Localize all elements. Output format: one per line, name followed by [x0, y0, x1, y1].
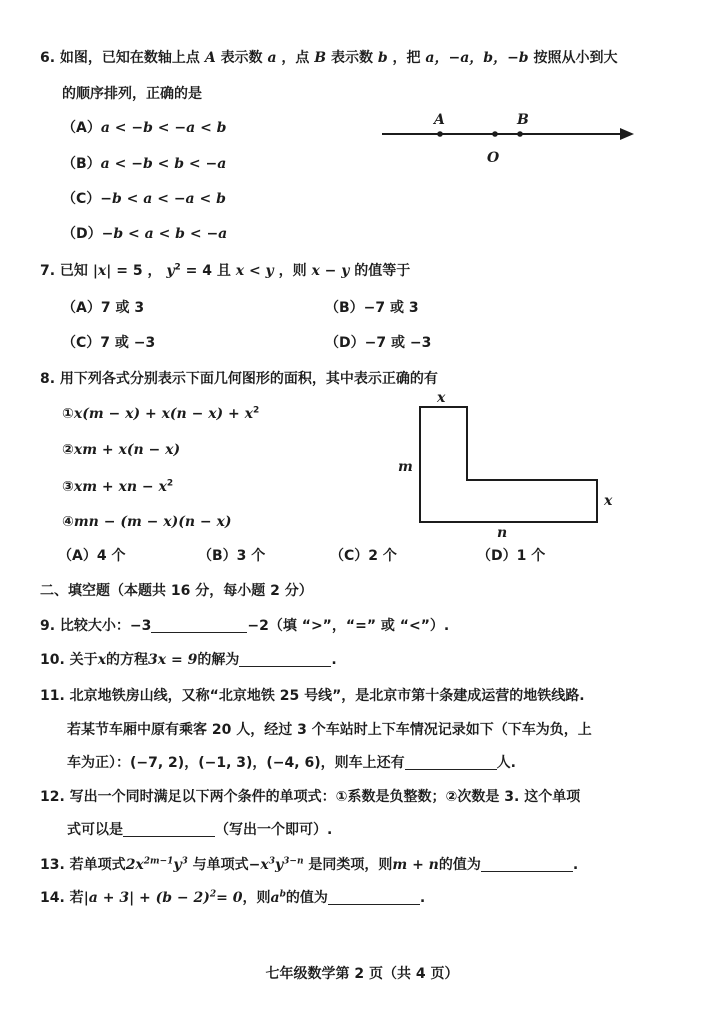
- option-label: （B）: [62, 156, 101, 172]
- q7-text: = 5 ，: [116, 263, 162, 279]
- q13-mono2-exp-y: 3−n: [283, 856, 304, 867]
- q7-text: 的值等于: [354, 263, 411, 279]
- figure-label-right: x: [604, 493, 613, 509]
- q12-line2: [67, 820, 332, 840]
- option-label: （A）: [58, 548, 97, 564]
- q14-equation-end: = 0: [216, 890, 243, 906]
- q13-mono2-exp-x: 3: [268, 856, 275, 867]
- option-text: 1 个: [516, 548, 546, 564]
- q14-stem: [40, 888, 425, 908]
- q6-text: 表示数: [220, 50, 263, 66]
- q10-text: 的解为: [197, 652, 240, 668]
- q8-option-a: [58, 546, 125, 566]
- q14-answer-blank[interactable]: [328, 890, 420, 905]
- q13-mono2-y: y: [275, 857, 284, 873]
- q10-stem: [40, 650, 337, 670]
- figure-label-left: m: [398, 459, 413, 475]
- q12-text: （写出一个即可）.: [215, 822, 333, 838]
- q6-var-a: a: [267, 50, 277, 66]
- point-a-label: A: [434, 112, 445, 128]
- q6-text: ，把: [392, 50, 421, 66]
- option-label: （D）: [62, 226, 102, 242]
- q8-option-b: [198, 546, 265, 566]
- expr-exponent: 2: [253, 405, 260, 416]
- q12-text: 式可以是: [67, 822, 123, 838]
- expr-text: xm + x(n − x): [73, 442, 181, 458]
- option-text: −7 或 3: [363, 300, 419, 316]
- q11-answer-blank[interactable]: [405, 755, 497, 770]
- option-label: （C）: [62, 191, 101, 207]
- option-text: −b < a < −a < b: [100, 191, 226, 207]
- q11-line2: 若某节车厢中原有乘客 20 人，经过 3 个车站时上下车情况记录如下（下车为负，上: [67, 722, 592, 738]
- q14-text: 14. 若: [40, 890, 84, 906]
- q14-base: a: [270, 890, 280, 906]
- q9-text: 9. 比较大小：−3: [40, 618, 152, 634]
- q6-text: 按照从小到大: [533, 50, 618, 66]
- option-text: 7 或 3: [100, 300, 145, 316]
- option-label: （A）: [62, 120, 101, 136]
- option-text: 2 个: [368, 548, 397, 564]
- option-label: （D）: [477, 548, 517, 564]
- q8-stem: 8. 用下列各式分别表示下面几何图形的面积，其中表示正确的有: [40, 371, 438, 387]
- q13-mono1-exp-y: 3: [181, 856, 188, 867]
- figure-label-top: x: [437, 390, 446, 406]
- option-text: a < −b < −a < b: [100, 120, 227, 136]
- figure-label-bottom: n: [497, 525, 508, 541]
- q12-answer-blank[interactable]: [123, 822, 215, 837]
- q6-point-a: A: [204, 50, 216, 66]
- q13-expression: m + n: [392, 857, 439, 873]
- q12-line1: 12. 写出一个同时满足以下两个条件的单项式：①系数是负整数；②次数是 3. 这个单项: [40, 789, 581, 805]
- option-text: 3 个: [236, 548, 266, 564]
- q9-stem: [40, 616, 449, 636]
- q14-exponent: 2: [209, 889, 217, 900]
- q9-text: −2（填 “>”，“=” 或 “<”）.: [247, 618, 450, 634]
- q11-text: 人.: [496, 755, 516, 771]
- q6-text: 表示数: [330, 50, 373, 66]
- q7-stem: 7. 已知 |x| = 5 ， $y^2 = 4$ 且 x < y ，则 x − y 的值等于: [40, 262, 411, 279]
- q13-mono1: 2x: [125, 857, 144, 873]
- q13-mono2: −x: [248, 857, 269, 873]
- expr-exponent: 2: [166, 478, 174, 489]
- page-footer: 七年级数学第 2 页（共 4 页）: [265, 966, 459, 982]
- q14-text: ，则: [242, 890, 271, 906]
- q10-equation: 3x = 9: [148, 652, 198, 668]
- expr-text: x(m − x) + x(n − x) + x: [73, 406, 253, 422]
- expr-mark: ①: [62, 406, 74, 422]
- q6-var-b: b: [377, 50, 388, 66]
- q13-text: 是同类项，则: [308, 857, 393, 873]
- q14-power: b: [279, 889, 286, 900]
- point-b-label: B: [517, 112, 529, 128]
- option-text: 7 或 −3: [100, 335, 156, 351]
- q10-text: 10. 关于: [40, 652, 98, 668]
- q6-list: a，−a，b，−b: [425, 50, 529, 66]
- expr-text: xm + xn − x: [73, 479, 167, 495]
- option-text: −b < a < b < −a: [101, 226, 228, 242]
- q13-text: .: [572, 857, 579, 873]
- q11-line3: [67, 753, 516, 773]
- q7-expression: x − y: [311, 263, 350, 279]
- q13-mono1-y: y: [173, 857, 182, 873]
- option-label: （B）: [325, 300, 364, 316]
- q7-abs-x: |x|: [92, 263, 112, 279]
- q14-equation: |a + 3| + (b − 2): [83, 890, 210, 906]
- option-text: −7 或 −3: [364, 335, 432, 351]
- q8-option-c: [330, 546, 397, 566]
- option-text: 4 个: [96, 548, 126, 564]
- q9-answer-blank[interactable]: [151, 618, 247, 633]
- option-label: （C）: [62, 335, 101, 351]
- q10-var-x: x: [97, 652, 107, 668]
- q6-point-b: B: [314, 50, 327, 66]
- option-label: （C）: [330, 548, 369, 564]
- q14-text: .: [419, 890, 426, 906]
- q10-answer-blank[interactable]: [239, 652, 331, 667]
- option-text: a < −b < b < −a: [100, 156, 227, 172]
- q6-text: 6. 如图，已知在数轴上点: [40, 50, 200, 66]
- q6-text: ，点: [281, 50, 310, 66]
- expr-mark: ②: [62, 442, 74, 458]
- q13-text: 与单项式: [192, 857, 249, 873]
- option-label: （A）: [62, 300, 101, 316]
- section-title: 二、填空题（本题共 16 分，每小题 2 分）: [40, 583, 313, 599]
- expr-mark: ④: [62, 514, 74, 530]
- q13-text: 的值为: [438, 857, 481, 873]
- q11-line1: 11. 北京地铁房山线，又称“北京地铁 25 号线”，是北京市第十条建成运营的地铁线路.: [40, 688, 585, 704]
- q7-text: = 4 且: [185, 263, 231, 279]
- q10-text: .: [331, 652, 337, 668]
- option-label: （D）: [325, 335, 365, 351]
- q8-option-d: [477, 546, 545, 566]
- expr-text: mn − (m − x)(n − x): [73, 514, 232, 530]
- q11-text: 车为正）：(−7, 2)，(−1, 3)，(−4, 6)，则车上还有: [67, 755, 405, 771]
- q7-condition: x < y: [235, 263, 274, 279]
- q7-text: ，则: [278, 263, 307, 279]
- q13-text: 13. 若单项式: [40, 857, 126, 873]
- expr-mark: ③: [62, 479, 74, 495]
- point-o-label: O: [487, 150, 500, 166]
- q6-stem-line2: 的顺序排列，正确的是: [62, 86, 202, 102]
- option-label: （B）: [198, 548, 237, 564]
- q13-answer-blank[interactable]: [481, 857, 573, 872]
- q10-text: 的方程: [106, 652, 149, 668]
- q13-stem: [40, 855, 578, 875]
- q13-mono1-exp-x: 2m−1: [143, 856, 174, 867]
- q14-text: 的值为: [285, 890, 328, 906]
- q7-text: 7. 已知: [40, 263, 88, 279]
- l-shape-outline: [420, 407, 597, 522]
- q7-var-y: y: [166, 263, 175, 279]
